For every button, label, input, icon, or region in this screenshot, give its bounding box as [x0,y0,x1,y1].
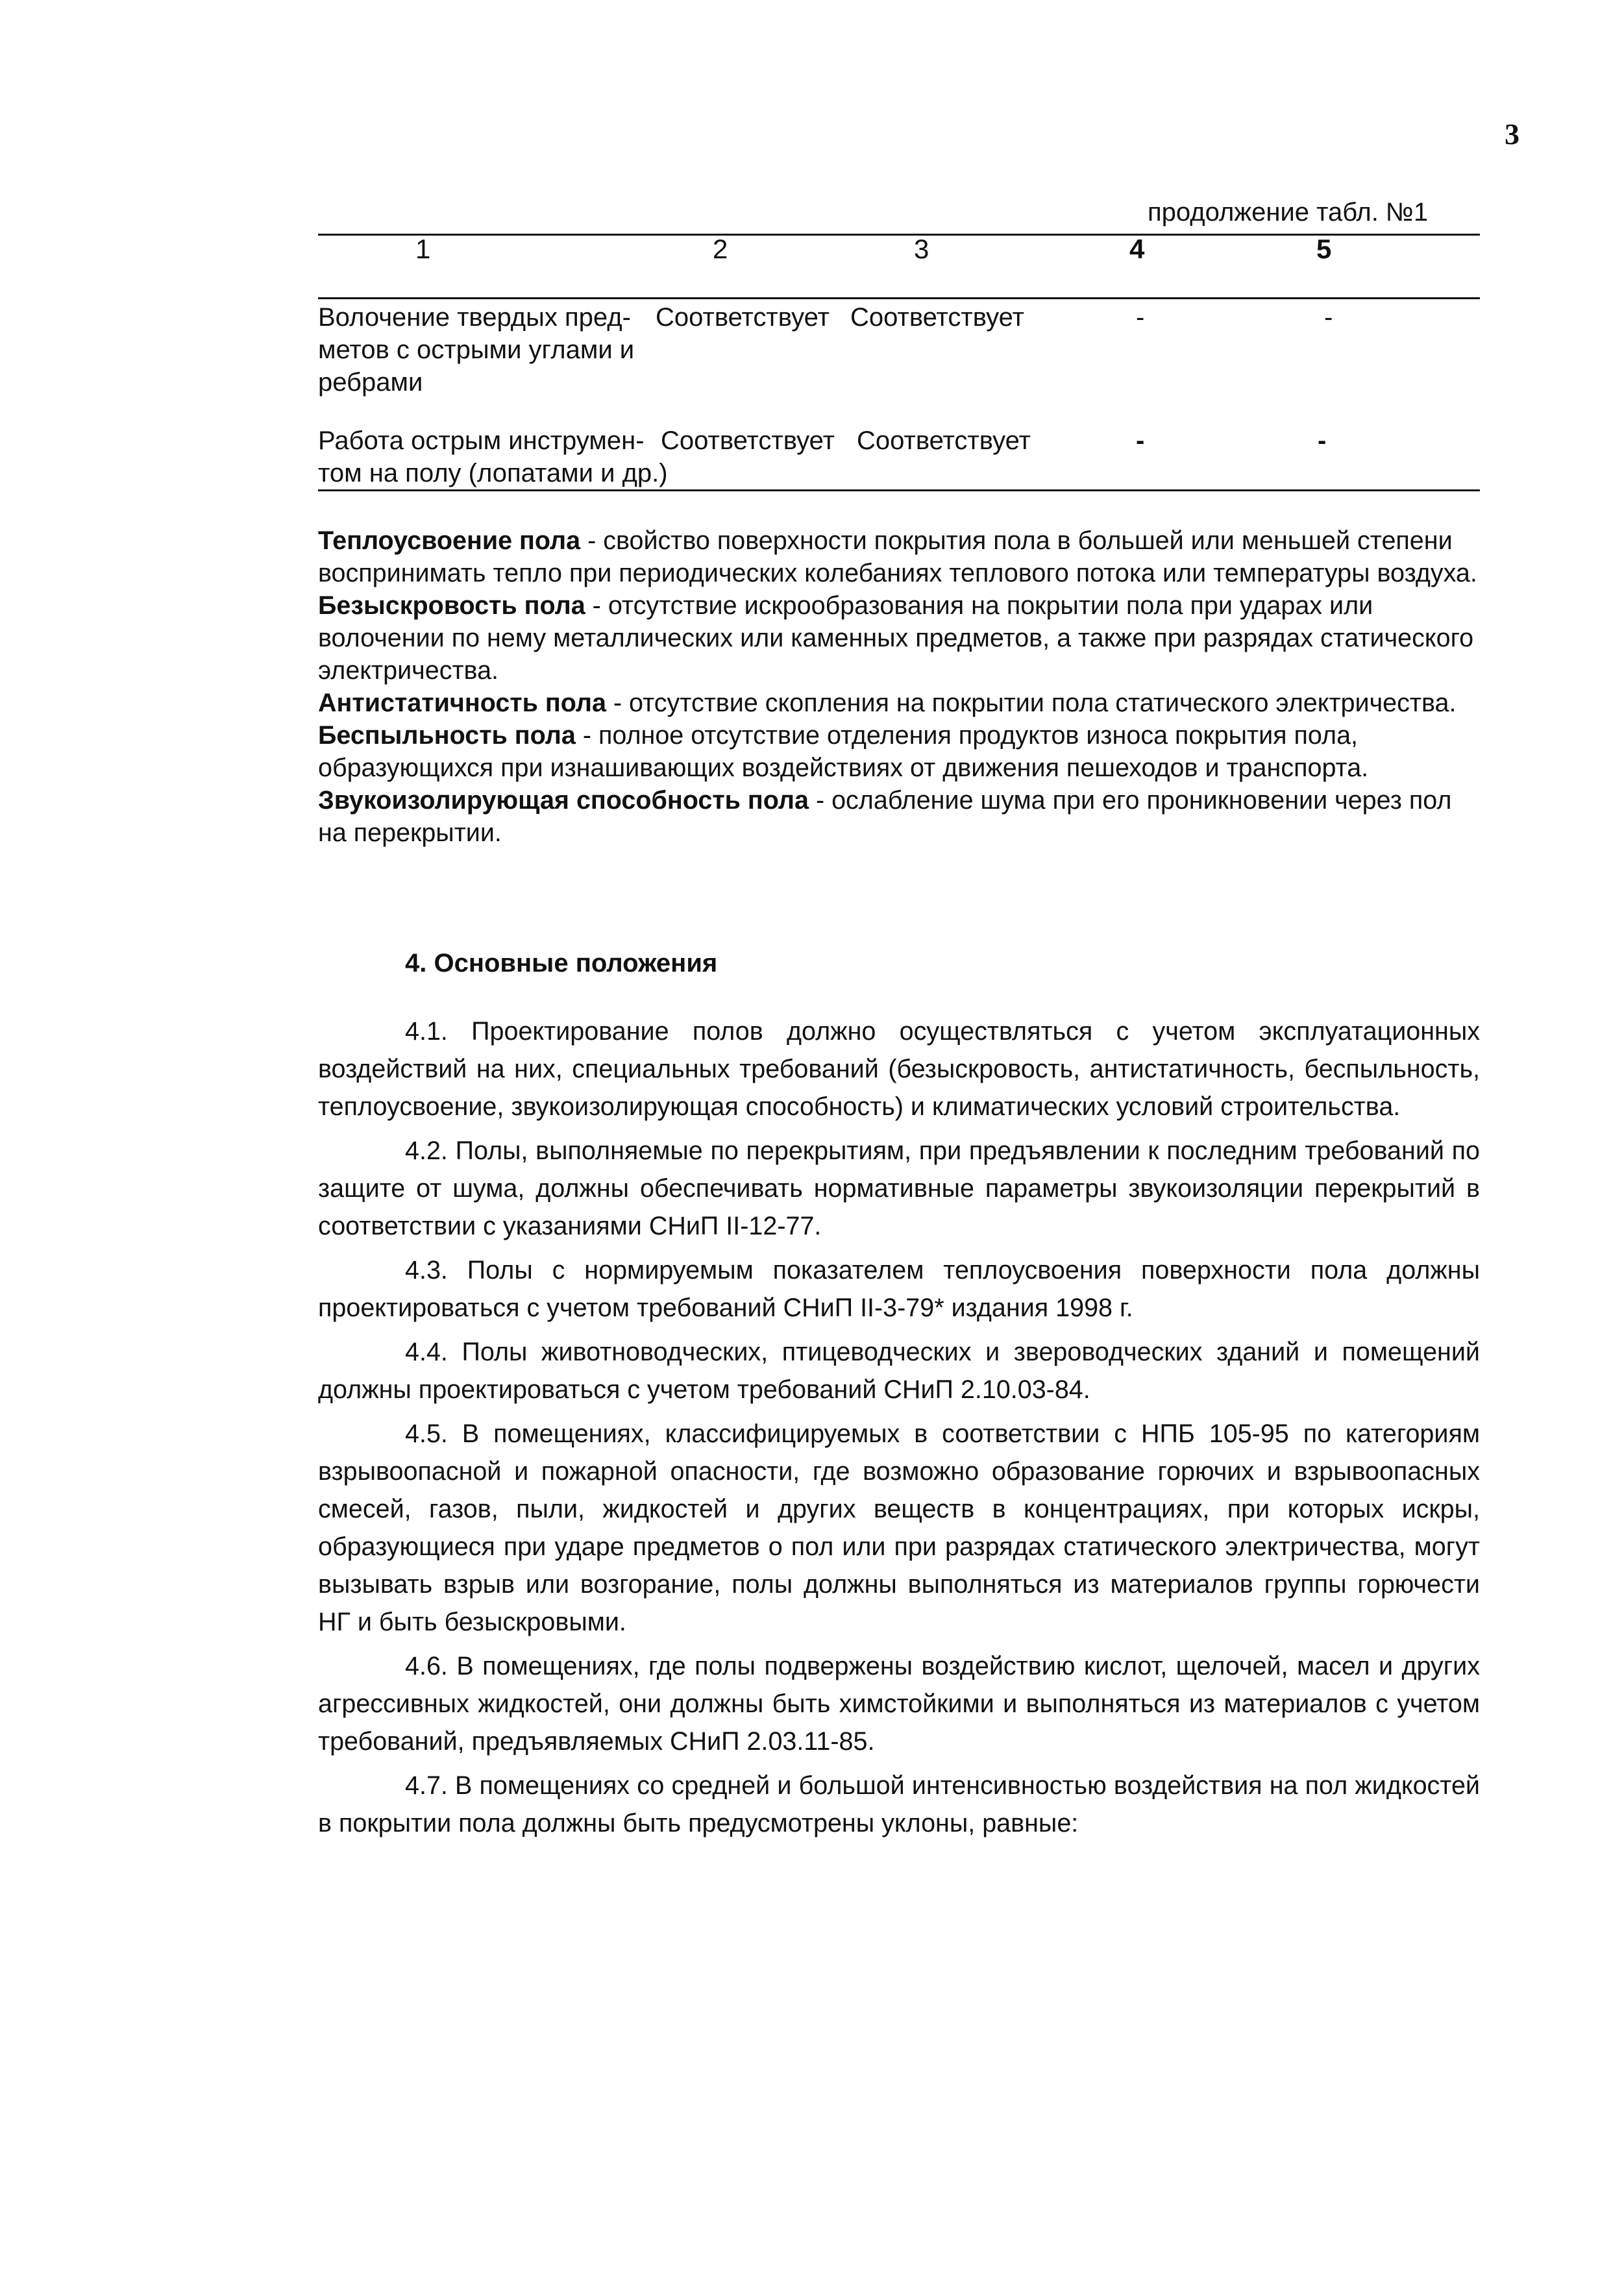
paragraph-text: В помещениях, где полы подвержены воздействию кислот, щелочей, масел и других агрессивных жидкостей, они должны быть химстойкими и выполняться из материалов с учетом требований, предъявляемых СНиП 2.03.11-85. [318,1652,1480,1756]
paragraph-4-5 [318,1415,1480,1641]
table-header-col4: 4 [1129,234,1145,264]
paragraph-text: Полы, выполняемые по перекрытиям, при предъявлении к последним требований по защите от шума, должны обеспечивать нормативные параметры звукоизоляции перекрытий в соответствии с указаниями СНиП II-12-77. [318,1137,1480,1240]
definition [318,687,1480,719]
paragraph-4-4 [318,1333,1480,1408]
table-top-rule [318,234,1480,236]
definition-term: Безыскровость пола [318,591,585,620]
table-header-col3: 3 [914,234,929,264]
paragraph-number: 4.1. [405,1017,448,1046]
table-row-2-col1-line: Работа острым инструмен- [318,426,645,455]
paragraph-number: 4.4. [405,1338,448,1366]
paragraph-4-1 [318,1013,1480,1125]
paragraph-number: 4.3. [405,1256,448,1284]
table-row-2-col1-line: том на полу (лопатами и др.) [318,459,668,487]
paragraph-text: В помещениях со средней и большой интенсивностью воздействия на пол жидкостей в покрытии пола должны быть предусмотрены уклоны, равные: [318,1771,1480,1837]
definition-text: - ослабление шума при его проникновении через пол на перекрытии. [318,786,1452,847]
definition-term: Звукоизолирующая способность пола [318,786,809,815]
paragraph-4-7 [318,1767,1480,1842]
definition-term: Антистатичность пола [318,689,606,717]
paragraph-text: Проектирование полов должно осуществляться с учетом эксплуатационных воздействий на них, специальных требований (безыскровость, антистатичность, беспыльность, теплоусвоение, звукоизолирующая способность) и климатических условий строительства. [318,1017,1480,1121]
paragraph-text: Полы животноводческих, птицеводческих и звероводческих зданий и помещений должны проектироваться с учетом требований СНиП 2.10.03-84. [318,1338,1480,1404]
definition [318,784,1480,849]
paragraph-number: 4.2. [405,1137,448,1165]
definition-text: - отсутствие скопления на покрытии пола статического электричества. [606,689,1457,717]
definition-text: - полное отсутствие отделения продуктов износа покрытия пола, образующихся при изнашивающих воздействиях от движения пешеходов и транспорта. [318,721,1369,782]
table-row-1-col2: Соответствует [656,303,830,332]
paragraph-number: 4.7. [405,1771,448,1800]
table-row-2-col3: Соответствует [857,426,1031,455]
definition-text: - свойство поверхности покрытия пола в большей или меньшей степени воспринимать тепло при периодических колебаниях теплового потока или температуры воздуха. [318,526,1477,587]
paragraph-number: 4.6. [405,1652,448,1680]
table-header-rule [318,297,1480,299]
table-row-2-col5: - [1318,426,1327,455]
table-row-1-col4: - [1136,303,1145,332]
table-row-2-col2: Соответствует [661,426,835,455]
definition [318,589,1480,687]
definition-text: - отсутствие искрообразования на покрытии пола при ударах или волочении по нему металлических или каменных предметов, а также при разрядах статического электричества. [318,591,1474,685]
paragraph-4-2 [318,1132,1480,1245]
table-row-1-col3: Соответствует [850,303,1024,332]
definition [318,524,1480,589]
definition-term: Теплоусвоение пола [318,526,581,555]
table-row-1-col1-line: Волочение твердых пред- [318,303,631,332]
paragraph-number: 4.5. [405,1420,448,1448]
page-number: 3 [1505,117,1519,151]
table-row-2-col1 [318,424,707,489]
table-bottom-rule [318,489,1480,491]
table-row-1-col1-line: ребрами [318,368,423,397]
table-caption: продолжение табл. №1 [1148,198,1429,227]
section-title: 4. Основные положения [405,949,718,977]
table-row-1-col1 [318,301,656,399]
table-header-col5: 5 [1316,234,1332,264]
main-paragraphs [318,1013,1480,1849]
paragraph-text: В помещениях, классифицируемых в соответствии с НПБ 105-95 по категориям взрывоопасной и пожарной опасности, где возможно образование горючих и взрывоопасных смесей, газов, пыли, жидкостей и других веществ в концентрациях, при которых искры, образующиеся при ударе предметов о пол или при разрядах статического электричества, могут вызывать взрыв или возгорание, полы должны выполняться из материалов группы горючести НГ и быть безыскровыми. [318,1420,1480,1636]
definition-term: Беспыльность пола [318,721,576,750]
paragraph-4-3 [318,1251,1480,1327]
table-row-2-col4: - [1136,426,1145,455]
definitions [318,524,1480,849]
table-header-col1: 1 [415,234,431,264]
table-row-1-col1-line: метов с острыми углами и [318,336,635,364]
paragraph-text: Полы с нормируемым показателем теплоусвоения поверхности пола должны проектироваться с учетом требований СНиП II-3-79* издания 1998 г. [318,1256,1480,1322]
table-row-1-col5: - [1324,303,1333,332]
definition [318,719,1480,784]
table-header-col2: 2 [713,234,728,264]
paragraph-4-6 [318,1647,1480,1760]
